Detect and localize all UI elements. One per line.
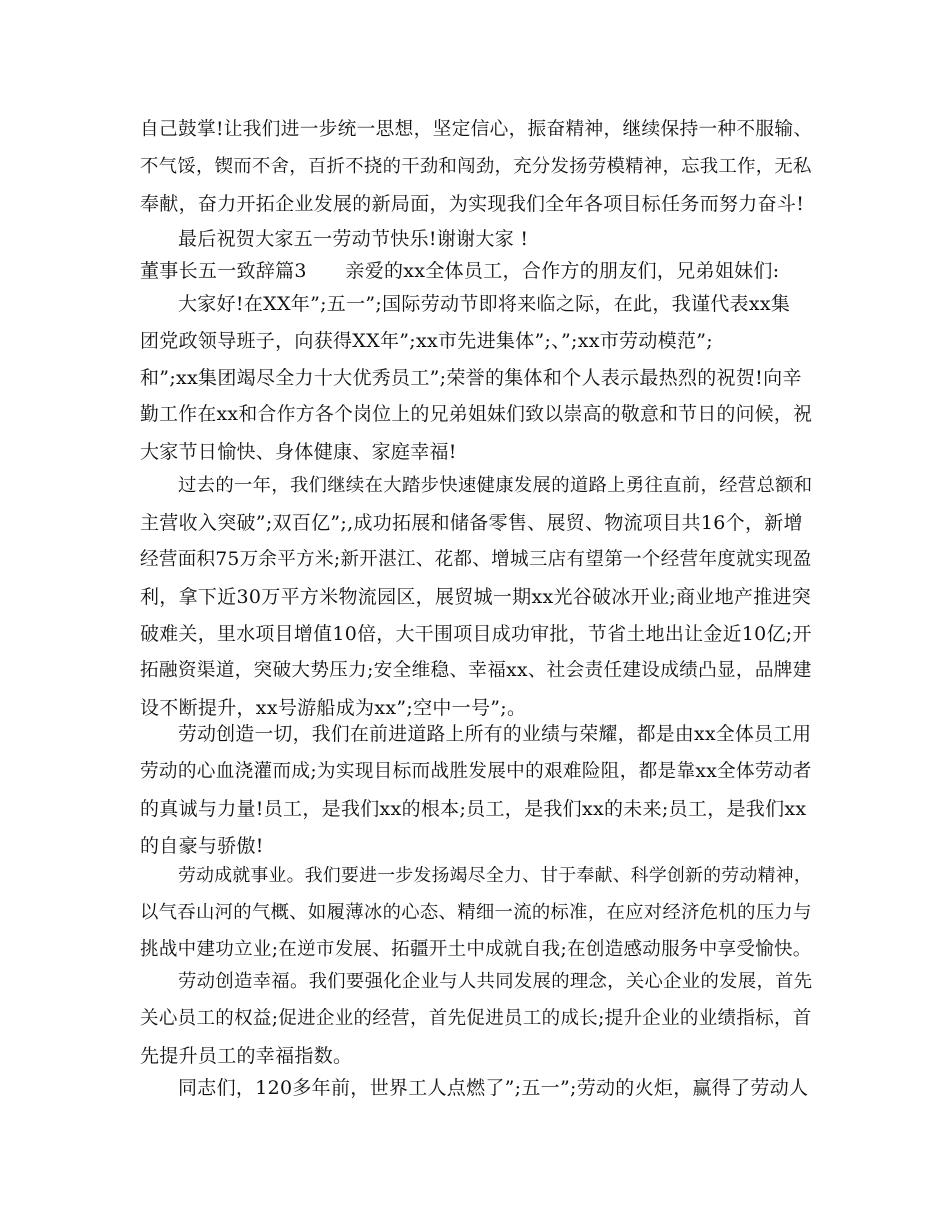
- text-line: 利，拿下近30万平方米物流园区，展贸城一期xx光谷破冰开业;商业地产推进突: [140, 586, 812, 608]
- text-line: 设不断提升，xx号游船成为xx”;空中一号”;。: [140, 697, 527, 719]
- text-line: 勤工作在xx和合作方各个岗位上的兄弟姐妹们致以崇高的敬意和节日的问候，祝: [140, 404, 813, 425]
- text-line: 的真诚与力量!员工，是我们xx的根本;员工，是我们xx的未来;员工，是我们xx: [140, 798, 807, 820]
- text-line: 先提升员工的幸福指数。: [140, 1045, 353, 1067]
- text-line: 拓融资渠道，突破大势压力;安全维稳、幸福xx、社会责任建设成绩凸显，品牌建: [140, 660, 812, 681]
- text-line: 团党政领导班子，向获得XX年”;xx市先进集体”;、”;xx市劳动模范”;: [140, 330, 713, 352]
- text-line: 经营面积75万余平方米;新开湛江、花都、增城三店有望第一个经营年度就实现盈: [140, 549, 812, 570]
- text-line: 以气吞山河的气概、如履薄冰的心态、精细一流的标准，在应对经济危机的压力与: [140, 902, 812, 923]
- text-line: 劳动成就事业。我们要进一步发扬竭尽全力、甘于奉献、科学创新的劳动精神，: [178, 865, 812, 886]
- text-line: 劳动的心血浇灌而成;为实现目标而战胜发展中的艰难险阻，都是靠xx全体劳动者: [140, 761, 812, 782]
- text-line: 大家节日愉快、身体健康、家庭幸福!: [140, 441, 457, 463]
- text-line: 奉献，奋力开拓企业发展的新局面，为实现我们全年各项目标任务而努力奋斗!: [140, 193, 805, 215]
- text-line: 的自豪与骄傲!: [140, 835, 264, 857]
- text-line: 过去的一年，我们继续在大踏步快速健康发展的道路上勇往直前，经营总额和: [178, 475, 813, 496]
- text-line: 破难关，里水项目增值10倍，大干围项目成功审批，节省土地出让金近10亿;开: [140, 623, 812, 645]
- text-line: 劳动创造幸福。我们要强化企业与人共同发展的理念，关心企业的发展，首先: [178, 971, 813, 992]
- section-heading-line: 董事长五一致辞篇3 亲爱的xx全体员工，合作方的朋友们，兄弟姐妹们:: [140, 260, 780, 282]
- text-line: 关心员工的权益;促进企业的经营，首先促进员工的成长;提升企业的业绩指标，首: [140, 1008, 812, 1029]
- text-line: 不气馁，锲而不舍，百折不挠的干劲和闯劲，充分发扬劳模精神，忘我工作，无私: [140, 156, 812, 177]
- text-line: 大家好!在XX年”;五一”;国际劳动节即将来临之际，在此，我谨代表xx集: [178, 293, 791, 315]
- text-line: 同志们，120多年前，世界工人点燃了”;五一”;劳动的火炬，赢得了劳动人: [178, 1077, 809, 1099]
- text-line: 劳动创造一切，我们在前进道路上所有的业绩与荣耀，都是由xx全体员工用: [178, 724, 812, 745]
- text-line: 主营收入突破”;双百亿”;,成功拓展和储备零售、展贸、物流项目共16个，新增: [140, 512, 803, 534]
- text-line: 最后祝贺大家五一劳动节快乐!谢谢大家 !: [178, 228, 529, 250]
- text-line: 和”;xx集团竭尽全力十大优秀员工”;荣誉的集体和个人表示最热烈的祝贺!向辛: [140, 367, 802, 389]
- text-line: 挑战中建功立业;在逆市发展、拓疆开土中成就自我;在创造感动服务中享受愉快。: [140, 939, 812, 960]
- text-line: 自己鼓掌!让我们进一步统一思想，坚定信心，振奋精神，继续保持一种不服输、: [140, 119, 813, 140]
